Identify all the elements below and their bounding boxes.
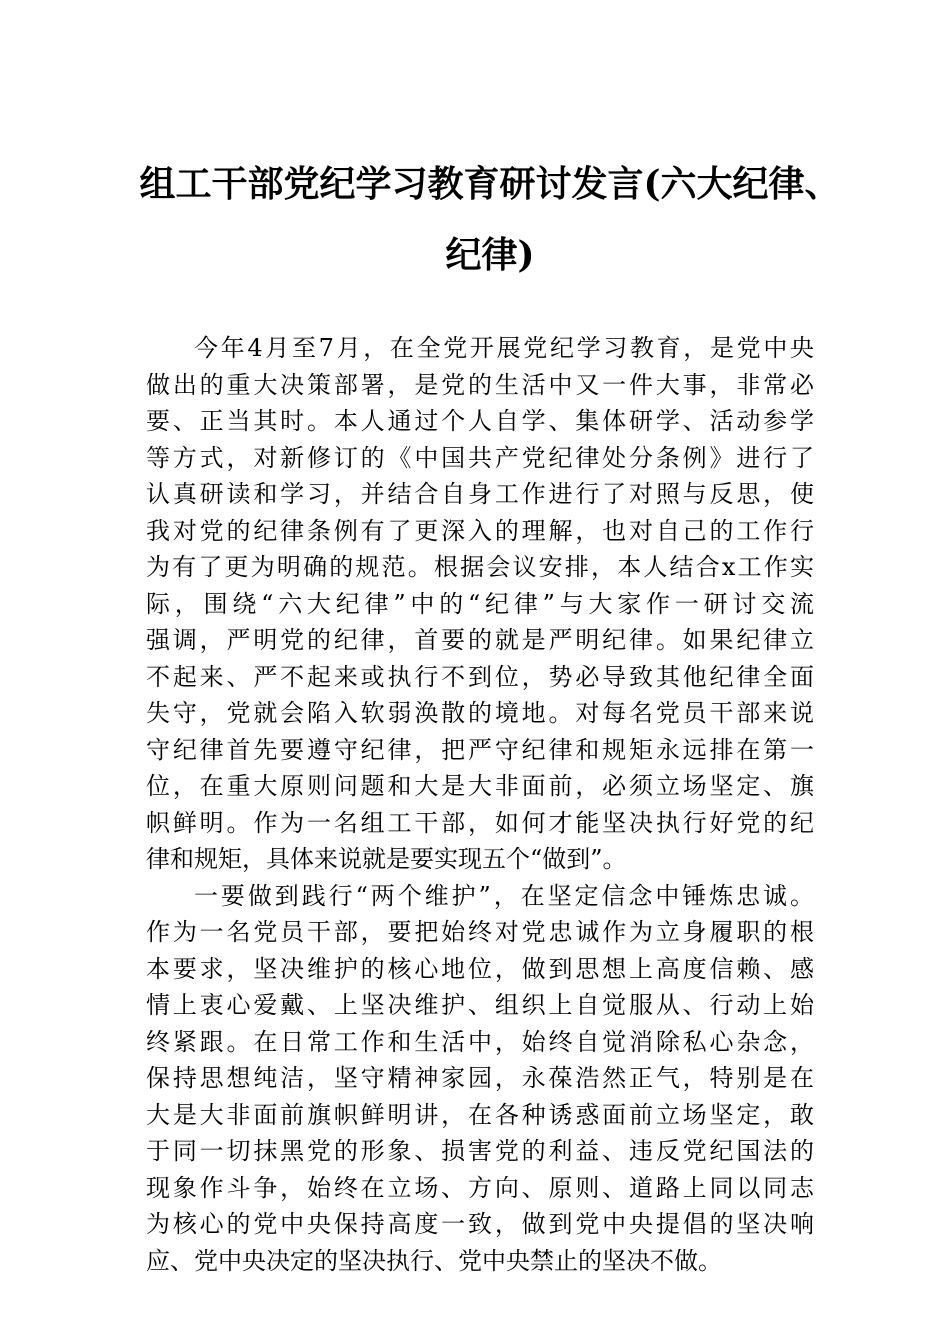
document-title-line-1: 组工干部党纪学习教育研讨发言(六大纪律、 <box>139 163 841 205</box>
text-line: 帜鲜明。作为一名组工干部，如何才能坚决执行好党的纪 <box>146 808 814 837</box>
text-line: 一要做到践行“两个维护”，在坚定信念中锤炼忠诚。 <box>194 881 814 910</box>
text-line: 不起来、严不起来或执行不到位，势必导致其他纪律全面 <box>146 662 814 691</box>
text-line: 应、党中央决定的坚决执行、党中央禁止的坚决不做。 <box>146 1246 722 1275</box>
document-title-line-2: 纪律) <box>445 234 535 276</box>
text-line: 我对党的纪律条例有了更深入的理解，也对自己的工作行 <box>146 516 814 545</box>
text-line: 今年4月至7月，在全党开展党纪学习教育，是党中央 <box>194 334 814 362</box>
text-line: 位，在重大原则问题和大是大非面前，必须立场坚定、旗 <box>146 772 814 800</box>
document-body <box>146 330 814 1279</box>
text-line: 做出的重大决策部署，是党的生活中又一件大事，非常必 <box>146 370 814 399</box>
text-line: 际，围绕“六大纪律”中的“纪律”与大家作一研讨交流 <box>146 589 814 618</box>
paragraph-2 <box>146 878 814 1280</box>
text-line: 保持思想纯洁，坚守精神家园，永葆浩然正气，特别是在 <box>146 1064 814 1092</box>
paragraph-1 <box>146 330 814 878</box>
text-line: 情上衷心爱戴、上坚决维护、组织上自觉服从、行动上始 <box>146 991 814 1019</box>
text-line: 为有了更为明确的规范。根据会议安排，本人结合x工作实 <box>146 553 814 581</box>
text-line: 于同一切抹黑党的形象、损害党的利益、违反党纪国法的 <box>146 1137 814 1165</box>
text-line: 等方式，对新修订的《中国共产党纪律处分条例》进行了 <box>146 443 814 472</box>
text-line: 终紧跟。在日常工作和生活中，始终自觉消除私心杂念， <box>146 1027 814 1056</box>
text-line: 要、正当其时。本人通过个人自学、集体研学、活动参学 <box>146 407 814 435</box>
text-line: 作为一名党员干部，要把始终对党忠诚作为立身履职的根 <box>146 918 814 946</box>
text-line: 现象作斗争，始终在立场、方向、原则、道路上同以同志 <box>146 1173 814 1202</box>
text-line: 为核心的党中央保持高度一致，做到党中央提倡的坚决响 <box>146 1210 814 1238</box>
text-line: 认真研读和学习，并结合自身工作进行了对照与反思，使 <box>146 480 814 508</box>
text-line: 大是大非面前旗帜鲜明讲，在各种诱惑面前立场坚定，敢 <box>146 1100 814 1129</box>
text-line: 守纪律首先要遵守纪律，把严守纪律和规矩永远排在第一 <box>146 735 814 764</box>
text-line: 失守，党就会陷入软弱涣散的境地。对每名党员干部来说 <box>146 699 814 727</box>
text-line: 强调，严明党的纪律，首要的就是严明纪律。如果纪律立 <box>146 626 814 654</box>
text-line: 律和规矩，具体来说就是要实现五个“做到”。 <box>146 845 627 873</box>
text-line: 本要求，坚决维护的核心地位，做到思想上高度信赖、感 <box>146 954 814 983</box>
